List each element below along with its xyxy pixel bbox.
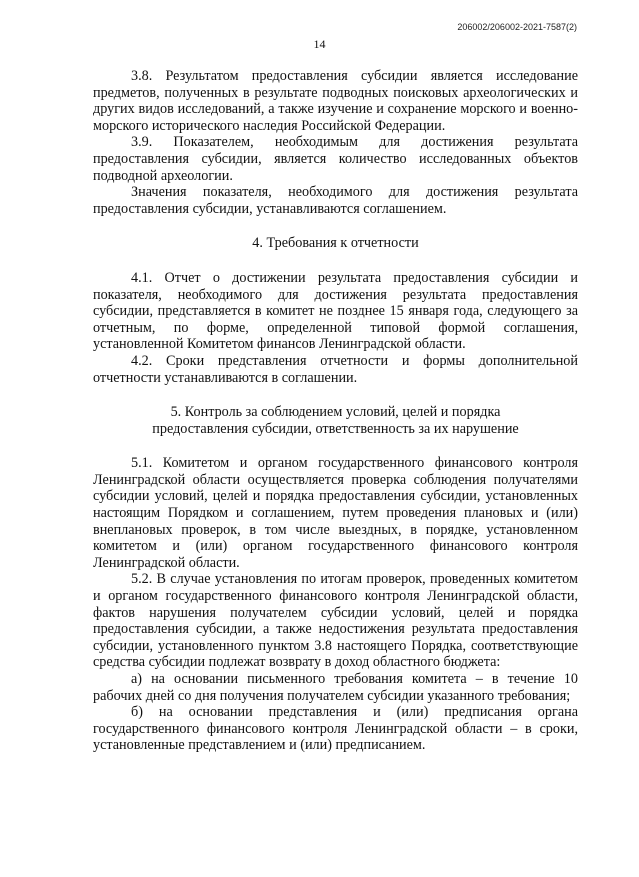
paragraph-5-2-a: а) на основании письменного требования комитета – в течение 10 рабочих дней со дня получения получателем субсидии указанного требования; bbox=[93, 671, 578, 704]
paragraph-5-1: 5.1. Комитетом и органом государственного финансового контроля Ленинградской области осуществляется проверка соблюдения получателями субсидии условий, целей и порядка предоставления субсидии, установленных настоящим Порядком и соглашением, путем проведения плановых и (или) внеплановых проверок, в том числе выездных, в порядке, установленном комитетом и (или) органом государственного финансового контроля Ленинградской области. bbox=[93, 455, 578, 571]
paragraph-5-2: 5.2. В случае установления по итогам проверок, проведенных комитетом и органом государственного финансового контроля Ленинградской области, фактов нарушения получателем субсидии условий, целей и порядка предоставления субсидии, а также недостижения результата предоставления субсидии, установленного пунктом 3.8 настоящего Порядка, соответствующие средства субсидии подлежат возврату в доход областного бюджета: bbox=[93, 571, 578, 671]
paragraph-3-9: 3.9. Показателем, необходимым для достижения результата предоставления субсидии, является количество исследованных объектов подводной археологии. bbox=[93, 134, 578, 184]
paragraph-4-1: 4.1. Отчет о достижении результата предоставления субсидии и показателя, необходимого для достижения результата предоставления субсидии, представляется в комитет не позднее 15 января года, следующего за отчетным, по форме, определенной типовой формой соглашения, установленной Комитетом финансов Ленинградской области. bbox=[93, 269, 578, 353]
section-5-heading-line1: 5. Контроль за соблюдением условий, целей и порядка bbox=[170, 404, 501, 421]
document-body bbox=[93, 68, 578, 754]
document-id: 206002/206002-2021-7587(2) bbox=[457, 22, 577, 32]
paragraph-3-8: 3.8. Результатом предоставления субсидии является исследование предметов, полученных в результате подводных поисковых археологических и других видов исследований, а также изучение и сохранение морского и военно-морского исторического наследия Российской Федерации. bbox=[93, 68, 578, 134]
section-4-heading: 4. Требования к отчетности bbox=[252, 235, 419, 252]
section-5-heading-line2: предоставления субсидии, ответственность за их нарушение bbox=[152, 420, 519, 437]
paragraph-3-9-values: Значения показателя, необходимого для достижения результата предоставления субсидии, устанавливаются соглашением. bbox=[93, 184, 578, 217]
page-number: 14 bbox=[313, 37, 326, 51]
paragraph-4-2: 4.2. Сроки представления отчетности и формы дополнительной отчетности устанавливаются в соглашении. bbox=[93, 352, 578, 386]
paragraph-5-2-b: б) на основании представления и (или) предписания органа государственного финансового контроля Ленинградской области – в сроки, установленные представлением и (или) предписанием. bbox=[93, 704, 578, 754]
